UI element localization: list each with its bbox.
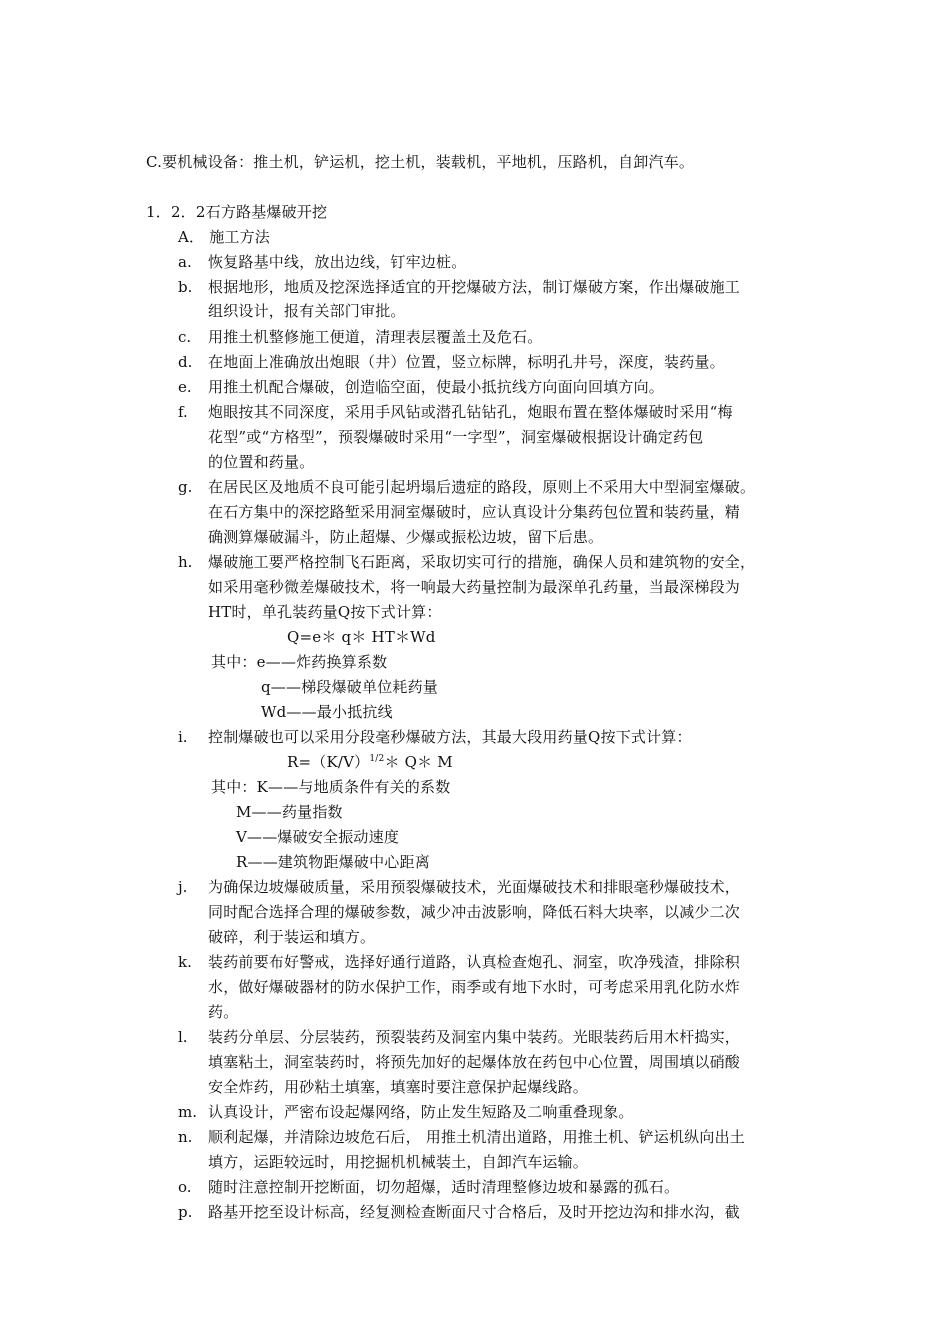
item-g-line-3: 确测算爆破漏斗，防止超爆、少爆或振松边坡，留下后患。 (208, 528, 604, 546)
item-l-line-1: 装药分单层、分层装药，预裂装药及洞室内集中装药。光眼装药后用木杆捣实， (208, 1028, 741, 1046)
formula-i-pre: R=（K/V） (287, 753, 370, 771)
subheading-construction-method: A． 施工方法 (178, 228, 271, 246)
item-o-marker: o. (178, 1178, 192, 1196)
item-m-marker: m. (178, 1103, 197, 1121)
item-a-line-1: 恢复路基中线，放出边线，钉牢边桩。 (208, 253, 467, 271)
item-n-marker: n. (178, 1128, 193, 1146)
item-k-line-3: 药。 (208, 1003, 239, 1021)
item-c-marker: c. (178, 328, 192, 346)
item-l-marker: l. (178, 1028, 188, 1046)
formula-h-legend-e: 其中：e——炸药换算系数 (211, 653, 388, 671)
formula-i-exponent: 1/2 (369, 754, 385, 764)
item-l-line-3: 安全炸药，用砂粘土填塞，填塞时要注意保护起爆线路。 (208, 1078, 589, 1096)
formula-i-legend-m: M——药量指数 (236, 803, 343, 821)
item-f-line-3: 的位置和药量。 (208, 453, 315, 471)
equipment-line: C.要机械设备：推土机，铲运机，挖土机，装载机，平地机，压路机，自卸汽车。 (146, 153, 695, 171)
formula-i-legend-r: R——建筑物距爆破中心距离 (236, 853, 430, 871)
item-d-line-1: 在地面上准确放出炮眼（井）位置，竖立标牌，标明孔井号，深度，装药量。 (208, 353, 725, 371)
item-i-marker: i. (178, 728, 188, 746)
item-k-line-1: 装药前要布好警戒，选择好通行道路，认真检查炮孔、洞室，吹净残渣，排除积 (208, 953, 741, 971)
item-l-line-2: 填塞粘土，洞室装药时，将预先加好的起爆体放在药包中心位置，周围填以硝酸 (208, 1053, 741, 1071)
item-g-marker: g. (178, 478, 193, 496)
formula-distance-r (287, 753, 453, 771)
item-k-line-2: 水，做好爆破器材的防水保护工作，雨季或有地下水时，可考虑采用乳化防水炸 (208, 978, 741, 996)
item-e-line-1: 用推土机配合爆破，创造临空面，使最小抵抗线方向面向回填方向。 (208, 378, 665, 396)
formula-h-legend-q: q——梯段爆破单位耗药量 (261, 678, 439, 696)
item-h-line-2: 如采用毫秒微差爆破技术，将一响最大药量控制为最深单孔药量，当最深梯段为 (208, 578, 741, 596)
formula-i-post: ＊ Q＊ M (384, 753, 453, 771)
section-heading: 1．2．2石方路基爆破开挖 (146, 203, 328, 221)
item-c-line-1: 用推土机整修施工便道，清理表层覆盖土及危石。 (208, 328, 543, 346)
item-n-line-1: 顺利起爆，并清除边坡危石后， 用推土机清出道路，用推土机、铲运机纵向出土 (208, 1128, 745, 1146)
item-m-line-1: 认真设计，严密布设起爆网络，防止发生短路及二响重叠现象。 (208, 1103, 634, 1121)
item-o-line-1: 随时注意控制开挖断面，切勿超爆，适时清理整修边坡和暴露的孤石。 (208, 1178, 680, 1196)
formula-i-legend-v: V——爆破安全振动速度 (236, 828, 400, 846)
item-i-line-1: 控制爆破也可以采用分段毫秒爆破方法，其最大段用药量Q按下式计算： (208, 728, 692, 746)
item-b-line-1: 根据地形，地质及挖深选择适宜的开挖爆破方法，制订爆破方案，作出爆破施工 (208, 278, 741, 296)
item-j-line-3: 破碎，利于装运和填方。 (208, 928, 376, 946)
item-f-line-1: 炮眼按其不同深度，采用手风钻或潜孔钻钻孔，炮眼布置在整体爆破时采用“梅 (208, 403, 733, 421)
item-j-line-2: 同时配合选择合理的爆破参数，减少冲击波影响，降低石料大块率，以减少二次 (208, 903, 741, 921)
item-j-line-1: 为确保边坡爆破质量，采用预裂爆破技术，光面爆破技术和排眼毫秒爆破技术， (208, 878, 741, 896)
item-b-line-2: 组织设计，报有关部门审批。 (208, 302, 406, 320)
item-f-marker: f. (178, 403, 188, 421)
item-k-marker: k. (178, 953, 192, 971)
item-f-line-2: 花型”或“方格型”，预裂爆破时采用“一字型”，洞室爆破根据设计确定药包 (208, 428, 704, 446)
item-p-marker: p. (178, 1203, 193, 1221)
item-h-marker: h. (178, 553, 193, 571)
item-g-line-1: 在居民区及地质不良可能引起坍塌后遗症的路段，原则上不采用大中型洞室爆破。 (208, 478, 756, 496)
item-a-marker: a. (178, 253, 192, 271)
item-h-line-1: 爆破施工要严格控制飞石距离，采取切实可行的措施，确保人员和建筑物的安全， (208, 553, 756, 571)
item-g-line-2: 在石方集中的深挖路堑采用洞室爆破时，应认真设计分集药包位置和装药量，精 (208, 503, 741, 521)
item-e-marker: e. (178, 378, 192, 396)
item-j-marker: j. (178, 878, 188, 896)
item-d-marker: d. (178, 353, 193, 371)
formula-h-legend-wd: Wd——最小抵抗线 (261, 703, 393, 721)
formula-charge-q: Q=e＊ q＊ HT＊Wd (287, 628, 436, 646)
item-n-line-2: 填方，运距较远时，用挖掘机机械装土，自卸汽车运输。 (208, 1153, 589, 1171)
item-h-line-3: HT时，单孔装药量Q按下式计算： (208, 603, 442, 621)
item-p-line-1: 路基开挖至设计标高，经复测检查断面尺寸合格后，及时开挖边沟和排水沟，截 (208, 1203, 741, 1221)
item-b-marker: b. (178, 278, 193, 296)
formula-i-legend-k: 其中：K——与地质条件有关的系数 (211, 778, 451, 796)
